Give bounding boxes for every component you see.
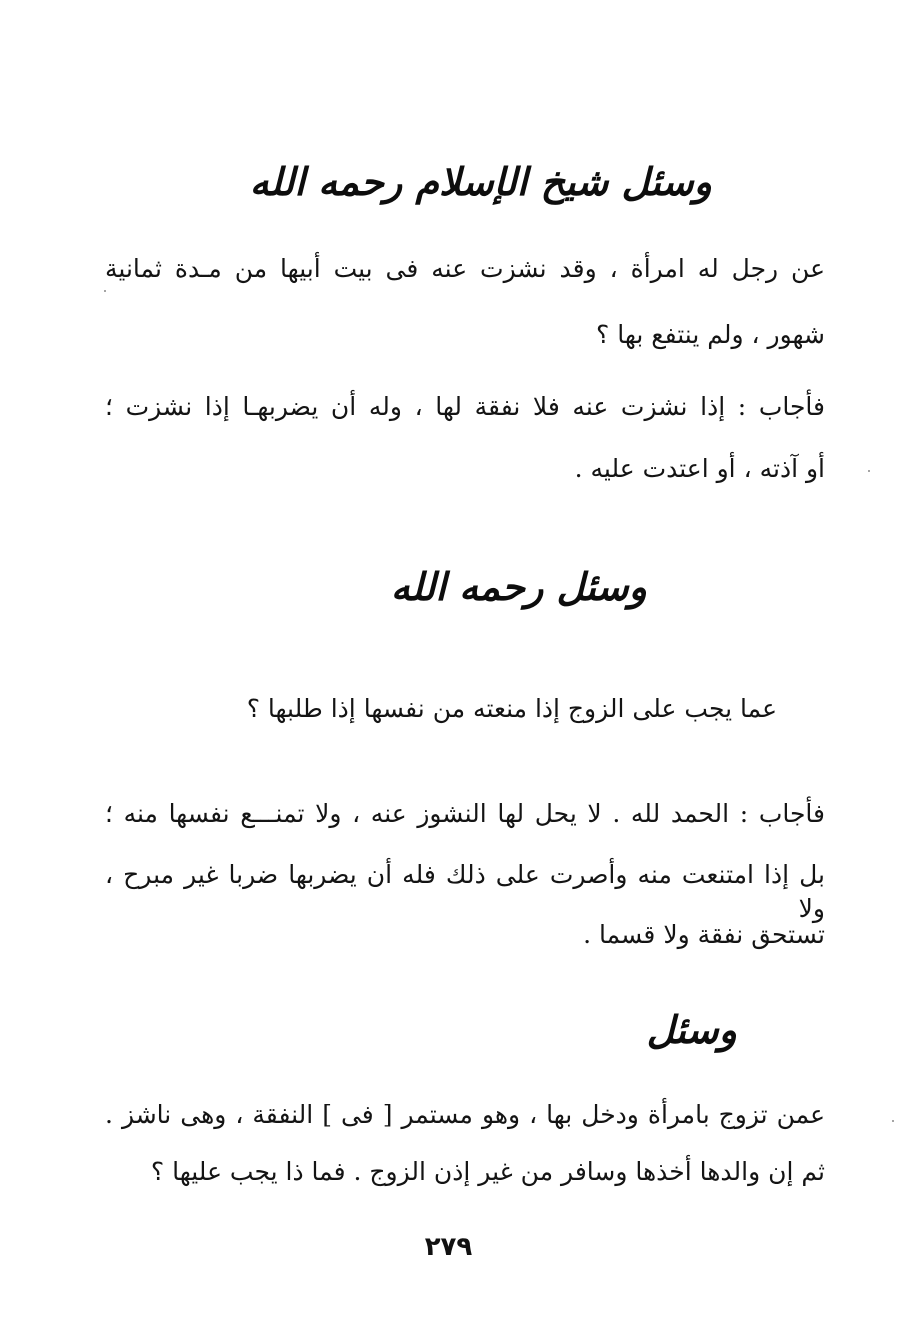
scan-speck xyxy=(868,470,870,472)
section2-question: عما يجب على الزوج إذا منعته من نفسها إذا طلبها ؟ xyxy=(246,694,777,723)
section2-answer-line-1: فأجاب : الحمد لله . لا يحل لها النشوز عنه ، ولا تمنـــع نفسها منه ؛ xyxy=(105,799,825,828)
section1-line-3: فأجاب : إذا نشزت عنه فلا نفقة لها ، وله أن يضربهـا إذا نشزت ؛ xyxy=(105,392,825,421)
section-heading-1: وسئل شيخ الإسلام رحمه الله xyxy=(249,160,712,204)
section-heading-2: وسئل رحمه الله xyxy=(390,565,647,609)
section-heading-3: وسئل xyxy=(646,1008,737,1052)
section2-answer-line-3: تستحق نفقة ولا قسما . xyxy=(583,920,825,949)
section2-answer-line-2: بل إذا امتنعت منه وأصرت على ذلك فله أن يضربها ضربا غير مبرح ، ولا xyxy=(105,860,825,923)
section1-line-1: عن رجل له امرأة ، وقد نشزت عنه فى بيت أبيها من مـدة ثمانية xyxy=(105,254,825,283)
section1-line-4: أو آذته ، أو اعتدت عليه . xyxy=(574,454,825,483)
section1-line-2: شهور ، ولم ينتفع بها ؟ xyxy=(596,320,825,349)
page-number: ٢٧٩ xyxy=(424,1232,473,1262)
section3-line-2: ثم إن والدها أخذها وسافر من غير إذن الزوج . فما ذا يجب عليها ؟ xyxy=(150,1157,825,1186)
scan-speck xyxy=(892,1120,894,1122)
scan-speck xyxy=(104,290,106,292)
section3-line-1: عمن تزوج بامرأة ودخل بها ، وهو مستمر [ فى ] النفقة ، وهى ناشز . xyxy=(105,1100,825,1129)
